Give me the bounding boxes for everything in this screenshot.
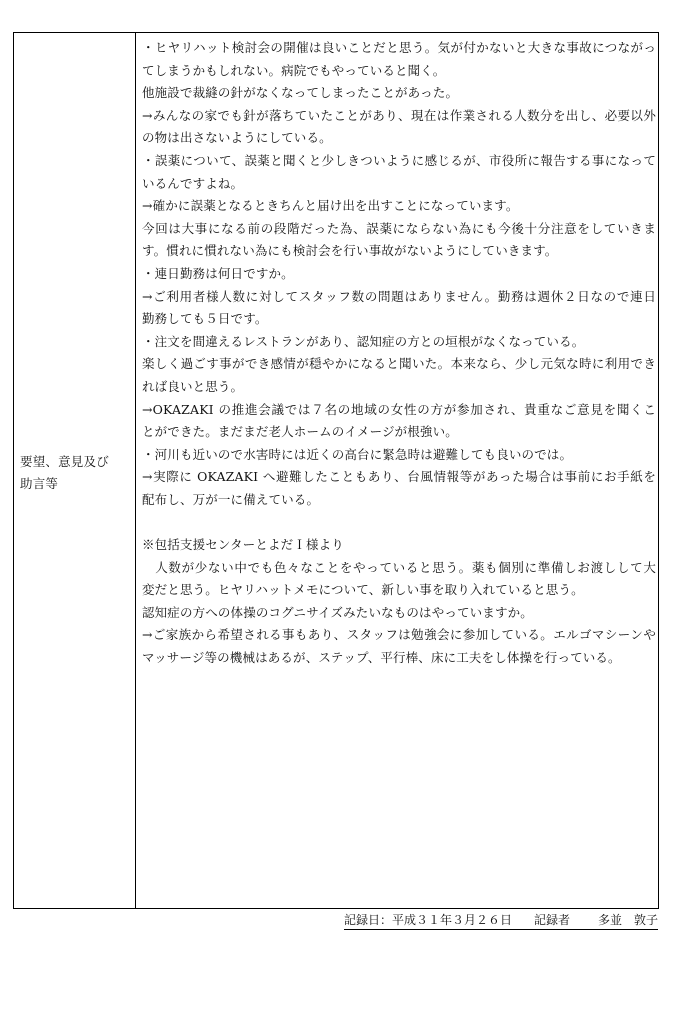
- comment-line: 楽しく過ごす事ができ感情が穏やかになると聞いた。本来なら、少し元気な時に利用でき: [142, 356, 656, 372]
- comment-line: →確かに誤薬となるときちんと届け出を出すことになっています。: [142, 198, 519, 214]
- column-divider: [135, 33, 136, 908]
- recorder-name: 多並 敦子: [597, 913, 658, 927]
- minutes-table: [13, 32, 659, 909]
- comment-line: れば良いと思う。: [142, 378, 244, 394]
- comment-line: 配布し、万が一に備えている。: [142, 491, 320, 507]
- comment-line: ・河川も近いので水害時には近くの高台に緊急時は避難しても良いのでは。: [142, 446, 573, 462]
- section-label: [20, 451, 132, 495]
- section-label-line: 要望、意見及び: [20, 454, 109, 469]
- comment-line: ・注文を間違えるレストランがあり、認知症の方との垣根がなくなっている。: [142, 333, 585, 349]
- comment-line: てしまうかもしれない。病院でもやっていると聞く。: [142, 62, 446, 78]
- comment-line: →ご家族から希望される事もあり、スタッフは勉強会に参加している。エルゴマシーンや: [142, 627, 656, 643]
- record-footer: [344, 911, 658, 930]
- comment-line: 勤務しても５日です。: [142, 311, 268, 327]
- comment-line: [142, 511, 656, 534]
- comment-line: 変だと思う。ヒヤリハットメモについて、新しい事を取り入れていると思う。: [142, 582, 584, 598]
- comment-line: →みんなの家でも針が落ちていたことがあり、現在は作業される人数分を出し、必要以外: [142, 107, 656, 123]
- comment-line: ※包括支援センターとよだＩ様より: [142, 537, 344, 553]
- record-date: 記録日：平成３１年３月２６日: [343, 913, 512, 927]
- comment-line: →実際に OKAZAKI へ避難したこともあり、台風情報等があった場合は事前にお手紙を: [142, 469, 656, 485]
- recorder-label: 記録者: [533, 913, 570, 927]
- comment-line: ・ヒヤリハット検討会の開催は良いことだと思う。気が付かないと大きな事故につながっ: [142, 40, 656, 55]
- comment-line: の物は出さないようにしている。: [142, 130, 332, 146]
- comment-line: ・連日勤務は何日ですか。: [142, 265, 294, 281]
- comment-line: 今回は大事になる前の段階だった為、誤薬にならない為にも今後十分注意をしていきま: [142, 220, 656, 236]
- comment-line: す。慣れに慣れない為にも検討会を行い事故がないようにしていきます。: [142, 243, 558, 259]
- comment-line: 他施設で裁縫の針がなくなってしまったことがあった。: [142, 85, 459, 101]
- comment-line: →ご利用者様人数に対してスタッフ数の問題はありません。勤務は週休２日なので連日: [142, 288, 656, 304]
- comment-line: 人数が少ない中でも色々なことをやっていると思う。薬も個別に準備しお渡しして大: [142, 559, 656, 575]
- comment-line: とができた。まだまだ老人ホームのイメージが根強い。: [142, 424, 458, 440]
- comment-line: →OKAZAKI の推進会議では７名の地域の女性の方が参加され、貴重なご意見を聞くこ: [142, 401, 656, 417]
- comment-line: いるんですよね。: [142, 175, 244, 191]
- comments-content: [142, 37, 656, 670]
- section-label-line: 助言等: [20, 476, 59, 491]
- comment-line: マッサージ等の機械はあるが、ステップ、平行棒、床に工夫をし体操を行っている。: [142, 650, 621, 666]
- comment-line: ・誤薬について、誤薬と聞くと少しきついように感じるが、市役所に報告する事になって: [142, 152, 656, 168]
- comment-line: 認知症の方への体操のコグニサイズみたいなものはやっていますか。: [142, 604, 533, 620]
